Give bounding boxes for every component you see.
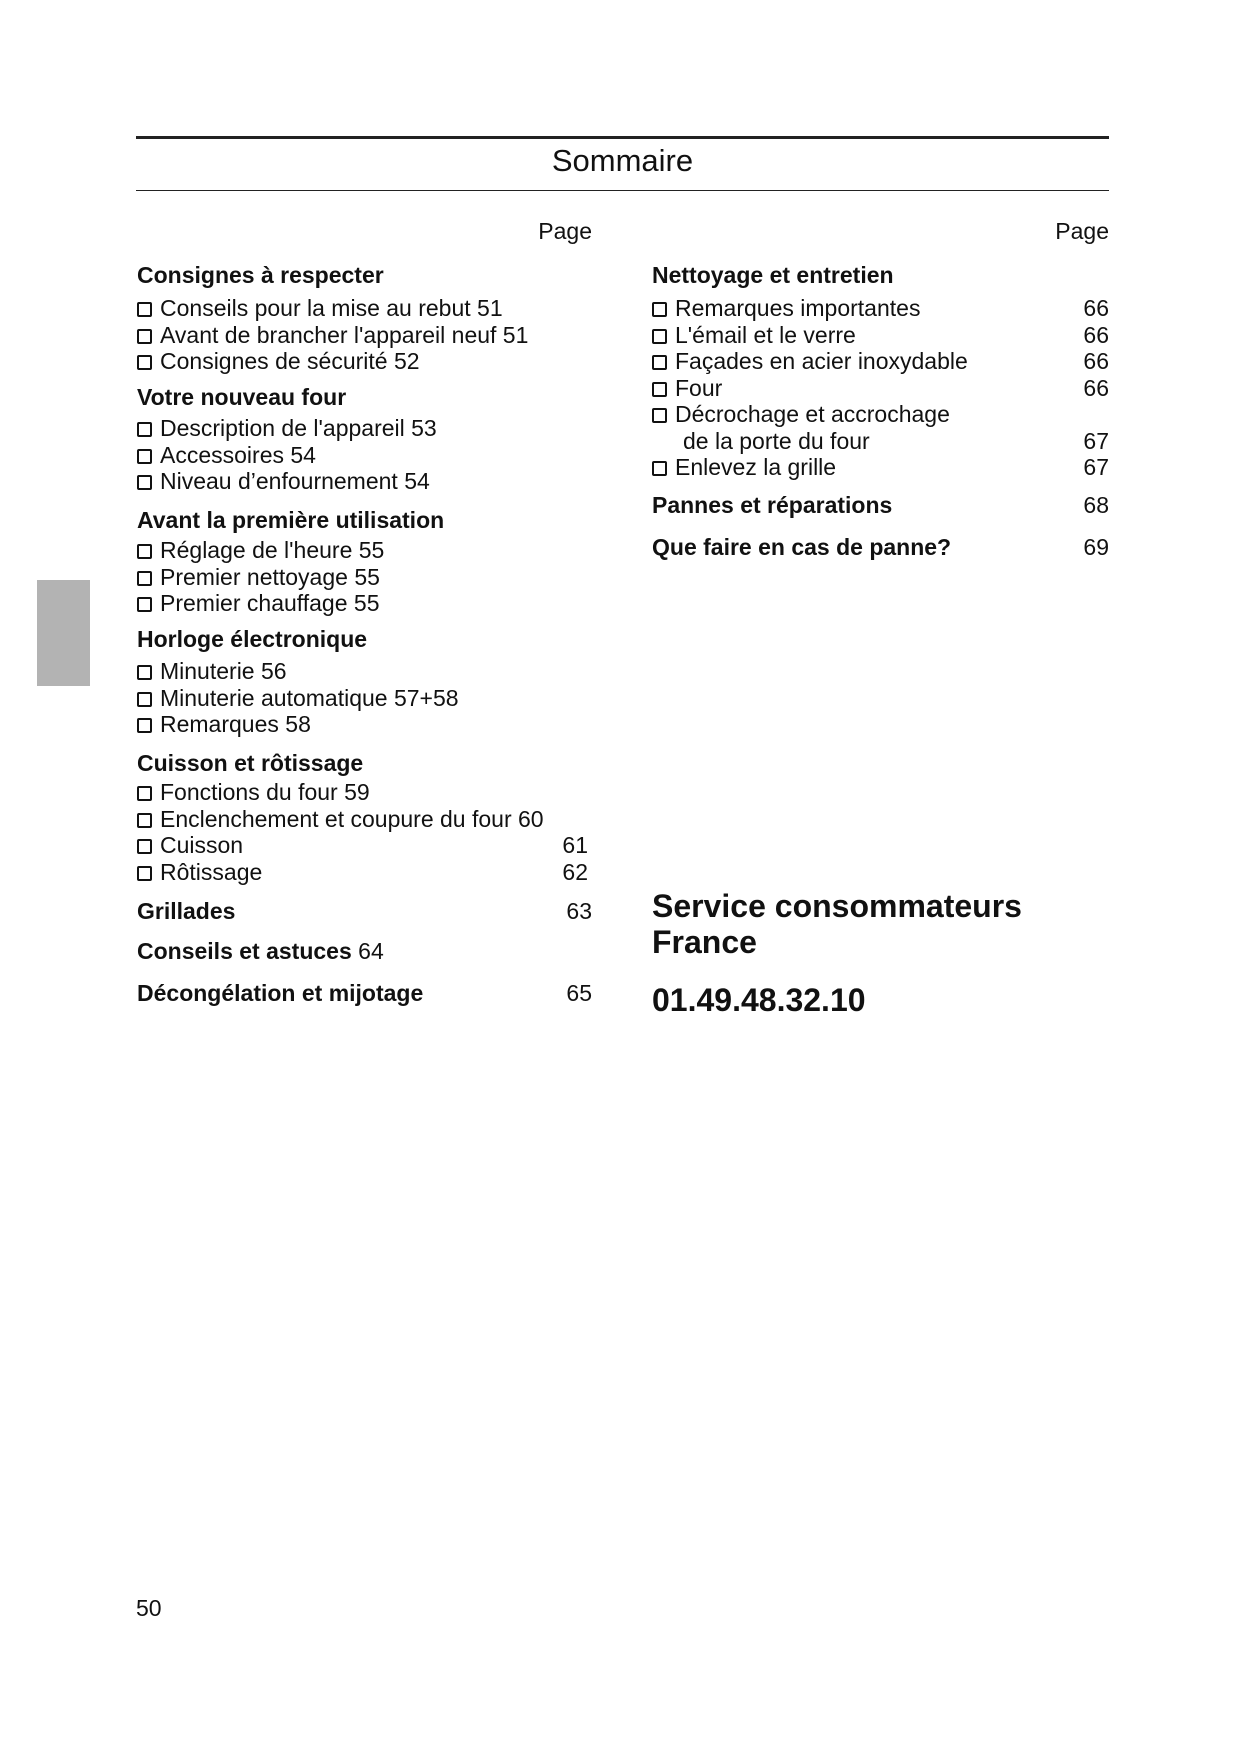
- checkbox-bullet-icon: [137, 329, 152, 344]
- toc-page-number: 68: [1083, 492, 1109, 518]
- checkbox-bullet-icon: [652, 382, 667, 397]
- toc-heading[interactable]: Horloge électronique: [137, 626, 368, 652]
- checkbox-bullet-icon: [652, 329, 667, 344]
- toc-page-number: 66: [1083, 322, 1109, 348]
- checkbox-bullet-icon: [652, 461, 667, 476]
- toc-heading[interactable]: Votre nouveau four: [137, 384, 347, 410]
- page-number: 50: [136, 1595, 162, 1621]
- toc-item[interactable]: Cuisson 61: [137, 831, 592, 859]
- toc-page-number: 69: [1083, 534, 1109, 560]
- page-title: Sommaire: [551, 143, 694, 178]
- toc-page-number: 67: [1083, 428, 1109, 454]
- toc-item[interactable]: Remarques 58: [137, 710, 592, 738]
- checkbox-bullet-icon: [137, 544, 152, 559]
- toc-item[interactable]: Accessoires 54: [137, 441, 592, 469]
- checkbox-bullet-icon: [137, 422, 152, 437]
- toc-heading[interactable]: Cuisson et rôtissage: [137, 750, 364, 776]
- toc-item[interactable]: Consignes de sécurité 52: [137, 347, 592, 375]
- toc-heading[interactable]: Pannes et réparations 68: [652, 492, 1109, 518]
- checkbox-bullet-icon: [137, 597, 152, 612]
- top-rule: [136, 136, 1109, 139]
- toc-page-number: 63: [566, 898, 592, 924]
- toc-page-number: 65: [566, 980, 592, 1006]
- toc-item[interactable]: Enclenchement et coupure du four 60: [137, 805, 592, 833]
- service-block: [652, 888, 1022, 960]
- toc-page-number: 64: [358, 938, 384, 964]
- toc-heading[interactable]: Avant la première utilisation: [137, 507, 445, 533]
- toc-heading[interactable]: Nettoyage et entretien: [652, 262, 894, 288]
- checkbox-bullet-icon: [137, 302, 152, 317]
- toc-item[interactable]: Four 66: [652, 374, 1109, 402]
- toc-heading[interactable]: Conseils et astuces 64: [137, 938, 384, 964]
- page-column-header: Page: [1055, 218, 1109, 244]
- toc-page-number: 62: [562, 859, 588, 885]
- toc-item[interactable]: Minuterie 56: [137, 657, 592, 685]
- checkbox-bullet-icon: [652, 355, 667, 370]
- toc-item[interactable]: Description de l'appareil 53: [137, 414, 592, 442]
- service-country: France: [652, 924, 757, 960]
- checkbox-bullet-icon: [137, 839, 152, 854]
- checkbox-bullet-icon: [137, 449, 152, 464]
- toc-page-number: 66: [1083, 348, 1109, 374]
- service-title: Service consommateurs: [652, 888, 1022, 924]
- toc-item[interactable]: L'émail et le verre 66: [652, 321, 1109, 349]
- checkbox-bullet-icon: [652, 302, 667, 317]
- toc-item[interactable]: Enlevez la grille 67: [652, 453, 1109, 481]
- checkbox-bullet-icon: [137, 813, 152, 828]
- checkbox-bullet-icon: [137, 355, 152, 370]
- toc-item[interactable]: Conseils pour la mise au rebut 51: [137, 294, 592, 322]
- toc-item[interactable]: Réglage de l'heure 55: [137, 536, 592, 564]
- checkbox-bullet-icon: [137, 571, 152, 586]
- toc-heading[interactable]: Grillades 63: [137, 898, 592, 924]
- toc-item[interactable]: Avant de brancher l'appareil neuf 51: [137, 321, 592, 349]
- toc-item[interactable]: Rôtissage 62: [137, 858, 592, 886]
- toc-page-number: 67: [1083, 454, 1109, 480]
- checkbox-bullet-icon: [137, 786, 152, 801]
- toc-heading[interactable]: Consignes à respecter: [137, 262, 384, 288]
- toc-page-number: 61: [562, 832, 588, 858]
- toc-page-number: 66: [1083, 375, 1109, 401]
- toc-item[interactable]: Premier nettoyage 55: [137, 563, 592, 591]
- toc-heading[interactable]: Décongélation et mijotage 65: [137, 980, 592, 1006]
- section-tab-marker: [37, 580, 90, 686]
- checkbox-bullet-icon: [652, 408, 667, 423]
- service-phone[interactable]: 01.49.48.32.10: [652, 982, 866, 1018]
- toc-item[interactable]: Façades en acier inoxydable 66: [652, 347, 1109, 375]
- checkbox-bullet-icon: [137, 866, 152, 881]
- toc-item[interactable]: Décrochage et accrochage: [652, 400, 1109, 428]
- toc-page-number: 66: [1083, 295, 1109, 321]
- checkbox-bullet-icon: [137, 475, 152, 490]
- toc-item-continuation[interactable]: de la porte du four 67: [683, 428, 1109, 454]
- toc-heading[interactable]: Que faire en cas de panne? 69: [652, 534, 1109, 560]
- toc-item[interactable]: Minuterie automatique 57+58: [137, 684, 592, 712]
- checkbox-bullet-icon: [137, 665, 152, 680]
- toc-item[interactable]: Remarques importantes 66: [652, 294, 1109, 322]
- page-column-header: Page: [538, 218, 592, 244]
- toc-item[interactable]: Premier chauffage 55: [137, 589, 592, 617]
- toc-item[interactable]: Niveau d’enfournement 54: [137, 467, 592, 495]
- checkbox-bullet-icon: [137, 718, 152, 733]
- toc-item[interactable]: Fonctions du four 59: [137, 778, 592, 806]
- checkbox-bullet-icon: [137, 692, 152, 707]
- title-underline: [136, 190, 1109, 191]
